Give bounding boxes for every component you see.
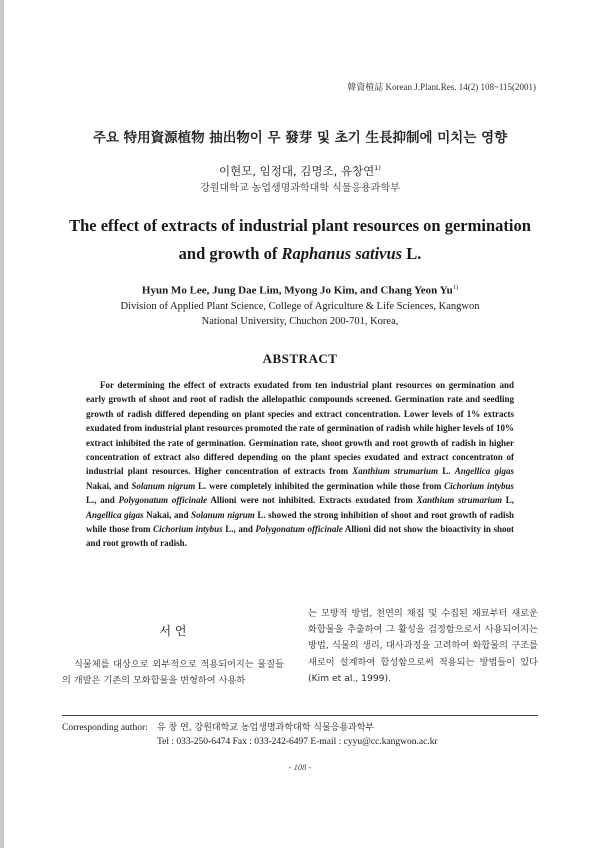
corresponding-author-contact: Tel : 033-250-6474 Fax : 033-242-6497 E-mail : cyyu@cc.kangwon.ac.kr <box>157 737 438 747</box>
introduction-paragraph-start: 식물체를 대상으로 외부적으로 적용되어지는 물질들의 개발은 기존의 모화합물을 변형하여 사용하 <box>62 659 284 687</box>
abstract-text-10: L., and <box>222 524 256 535</box>
species-name: Angellica gigas <box>454 466 514 477</box>
abstract-body <box>86 378 514 551</box>
species-name: Solanum nigrum <box>131 480 196 491</box>
english-authors <box>0 284 600 297</box>
species-name: Xanthium strumarium <box>352 466 439 477</box>
journal-reference: 韓資植誌 Korean J.Plant.Res. 14(2) 108~115(2001) <box>347 82 536 92</box>
english-affiliation-line2: National University, Chuchon 200-701, Korea, <box>201 316 399 327</box>
english-title-line2-text: and growth of <box>178 244 282 263</box>
english-title-line1: The effect of extracts of industrial plant resources on germination <box>69 216 531 235</box>
species-name: Polygonatum officinale <box>118 495 208 506</box>
species-name: Cichorium intybus <box>444 480 514 491</box>
page-number: - 108 - <box>288 762 312 772</box>
species-name: Solanum nigrum <box>191 509 255 520</box>
abstract-text-4: L. were completely inhibited the germination while those from <box>195 480 445 491</box>
korean-affiliation: 강원대학교 농업생명과학대학 식물응용과학부 <box>200 183 400 194</box>
body-right-column <box>308 606 538 687</box>
introduction-heading: 서 언 <box>159 624 187 638</box>
corresponding-author-note <box>62 721 542 749</box>
english-title-line2 <box>60 240 540 268</box>
abstract-text-9: L. showed the strong inhibition of shoot and root growth of radish while those from <box>86 509 515 535</box>
introduction-paragraph-continued: 는 모방적 방법, 천연의 채집 및 수집된 재료부터 새로운 화합물을 추출하여 그 활성을 검정함으로서 사용되어지는 방법, 식물의 생리, 대사과정을 고려하여 화합물의 구조를 새로이 설계하여 합성함으로써 적용되는 방법들이 있다(Kim et al., 1999). <box>308 608 538 684</box>
corresponding-author-name: 유 창 연, 강원대학교 농업생명과학대학 식물응용과학부 <box>157 723 375 733</box>
species-name: Cichorium intybus <box>153 524 223 535</box>
english-title-species: Raphanus sativus <box>281 244 403 263</box>
species-name: Xanthium strumarium <box>416 495 502 506</box>
korean-authors-names: 이현모, 임정대, 김명조, 유창연 <box>219 164 375 178</box>
footnote-divider <box>62 715 538 716</box>
korean-authors-footnote-mark: 1) <box>374 164 381 173</box>
abstract-text-2: L. <box>438 466 455 477</box>
corresponding-author-label: Corresponding author: <box>62 723 148 733</box>
abstract-text-3: Nakai, and <box>86 480 132 491</box>
english-affiliation <box>120 299 480 329</box>
english-authors-names: Hyun Mo Lee, Jung Dae Lim, Myong Jo Kim, and Chang Yeon Yu <box>141 284 453 297</box>
korean-title: 주요 特用資源植物 抽出物이 무 發芽 및 초기 生長抑制에 미치는 영향 <box>92 130 508 146</box>
english-title-line2-end: L. <box>402 244 422 263</box>
species-name: Polygonatum officinale <box>255 524 343 535</box>
korean-authors <box>0 163 600 179</box>
abstract-heading: ABSTRACT <box>262 351 338 366</box>
body-left-column <box>62 608 284 689</box>
english-affiliation-line1: Division of Applied Plant Science, College of Agriculture & Life Sciences, Kangwon <box>120 301 480 312</box>
english-authors-footnote-mark: 1) <box>452 284 459 291</box>
abstract-text-8: Nakai, and <box>143 509 192 520</box>
abstract-text-5: L., and <box>86 495 119 506</box>
abstract-text-7: L, <box>501 495 514 506</box>
abstract-text-1: For determining the effect of extracts exudated from ten industrial plant resources on germination and early growth of shoot and root of radish the allelopathic compounds screened. Germination rate and seedling growth of radish differed depending on plant species and extract concentration. Lower levels of 1% extracts exudated from industrial plant resources promoted the rate of germination of radish while higher levels of 10% extract inhibited the rate of germination. Germination rate, shoot growth and root growth of radish in higher concentration of extract also differed depending on the plant species exudated and extract concentraton of industrial plant resources. Higher concentration of extracts from <box>86 380 514 477</box>
abstract-text-11: Allioni did not show the bioactivity in shoot and root growth of radish. <box>86 524 514 549</box>
corresponding-author-line <box>62 721 542 735</box>
species-name: Angellica gigas <box>86 509 144 520</box>
abstract-text-6: Allioni were not inhibited. Extracts exudated from <box>207 495 417 506</box>
english-title <box>60 212 540 268</box>
